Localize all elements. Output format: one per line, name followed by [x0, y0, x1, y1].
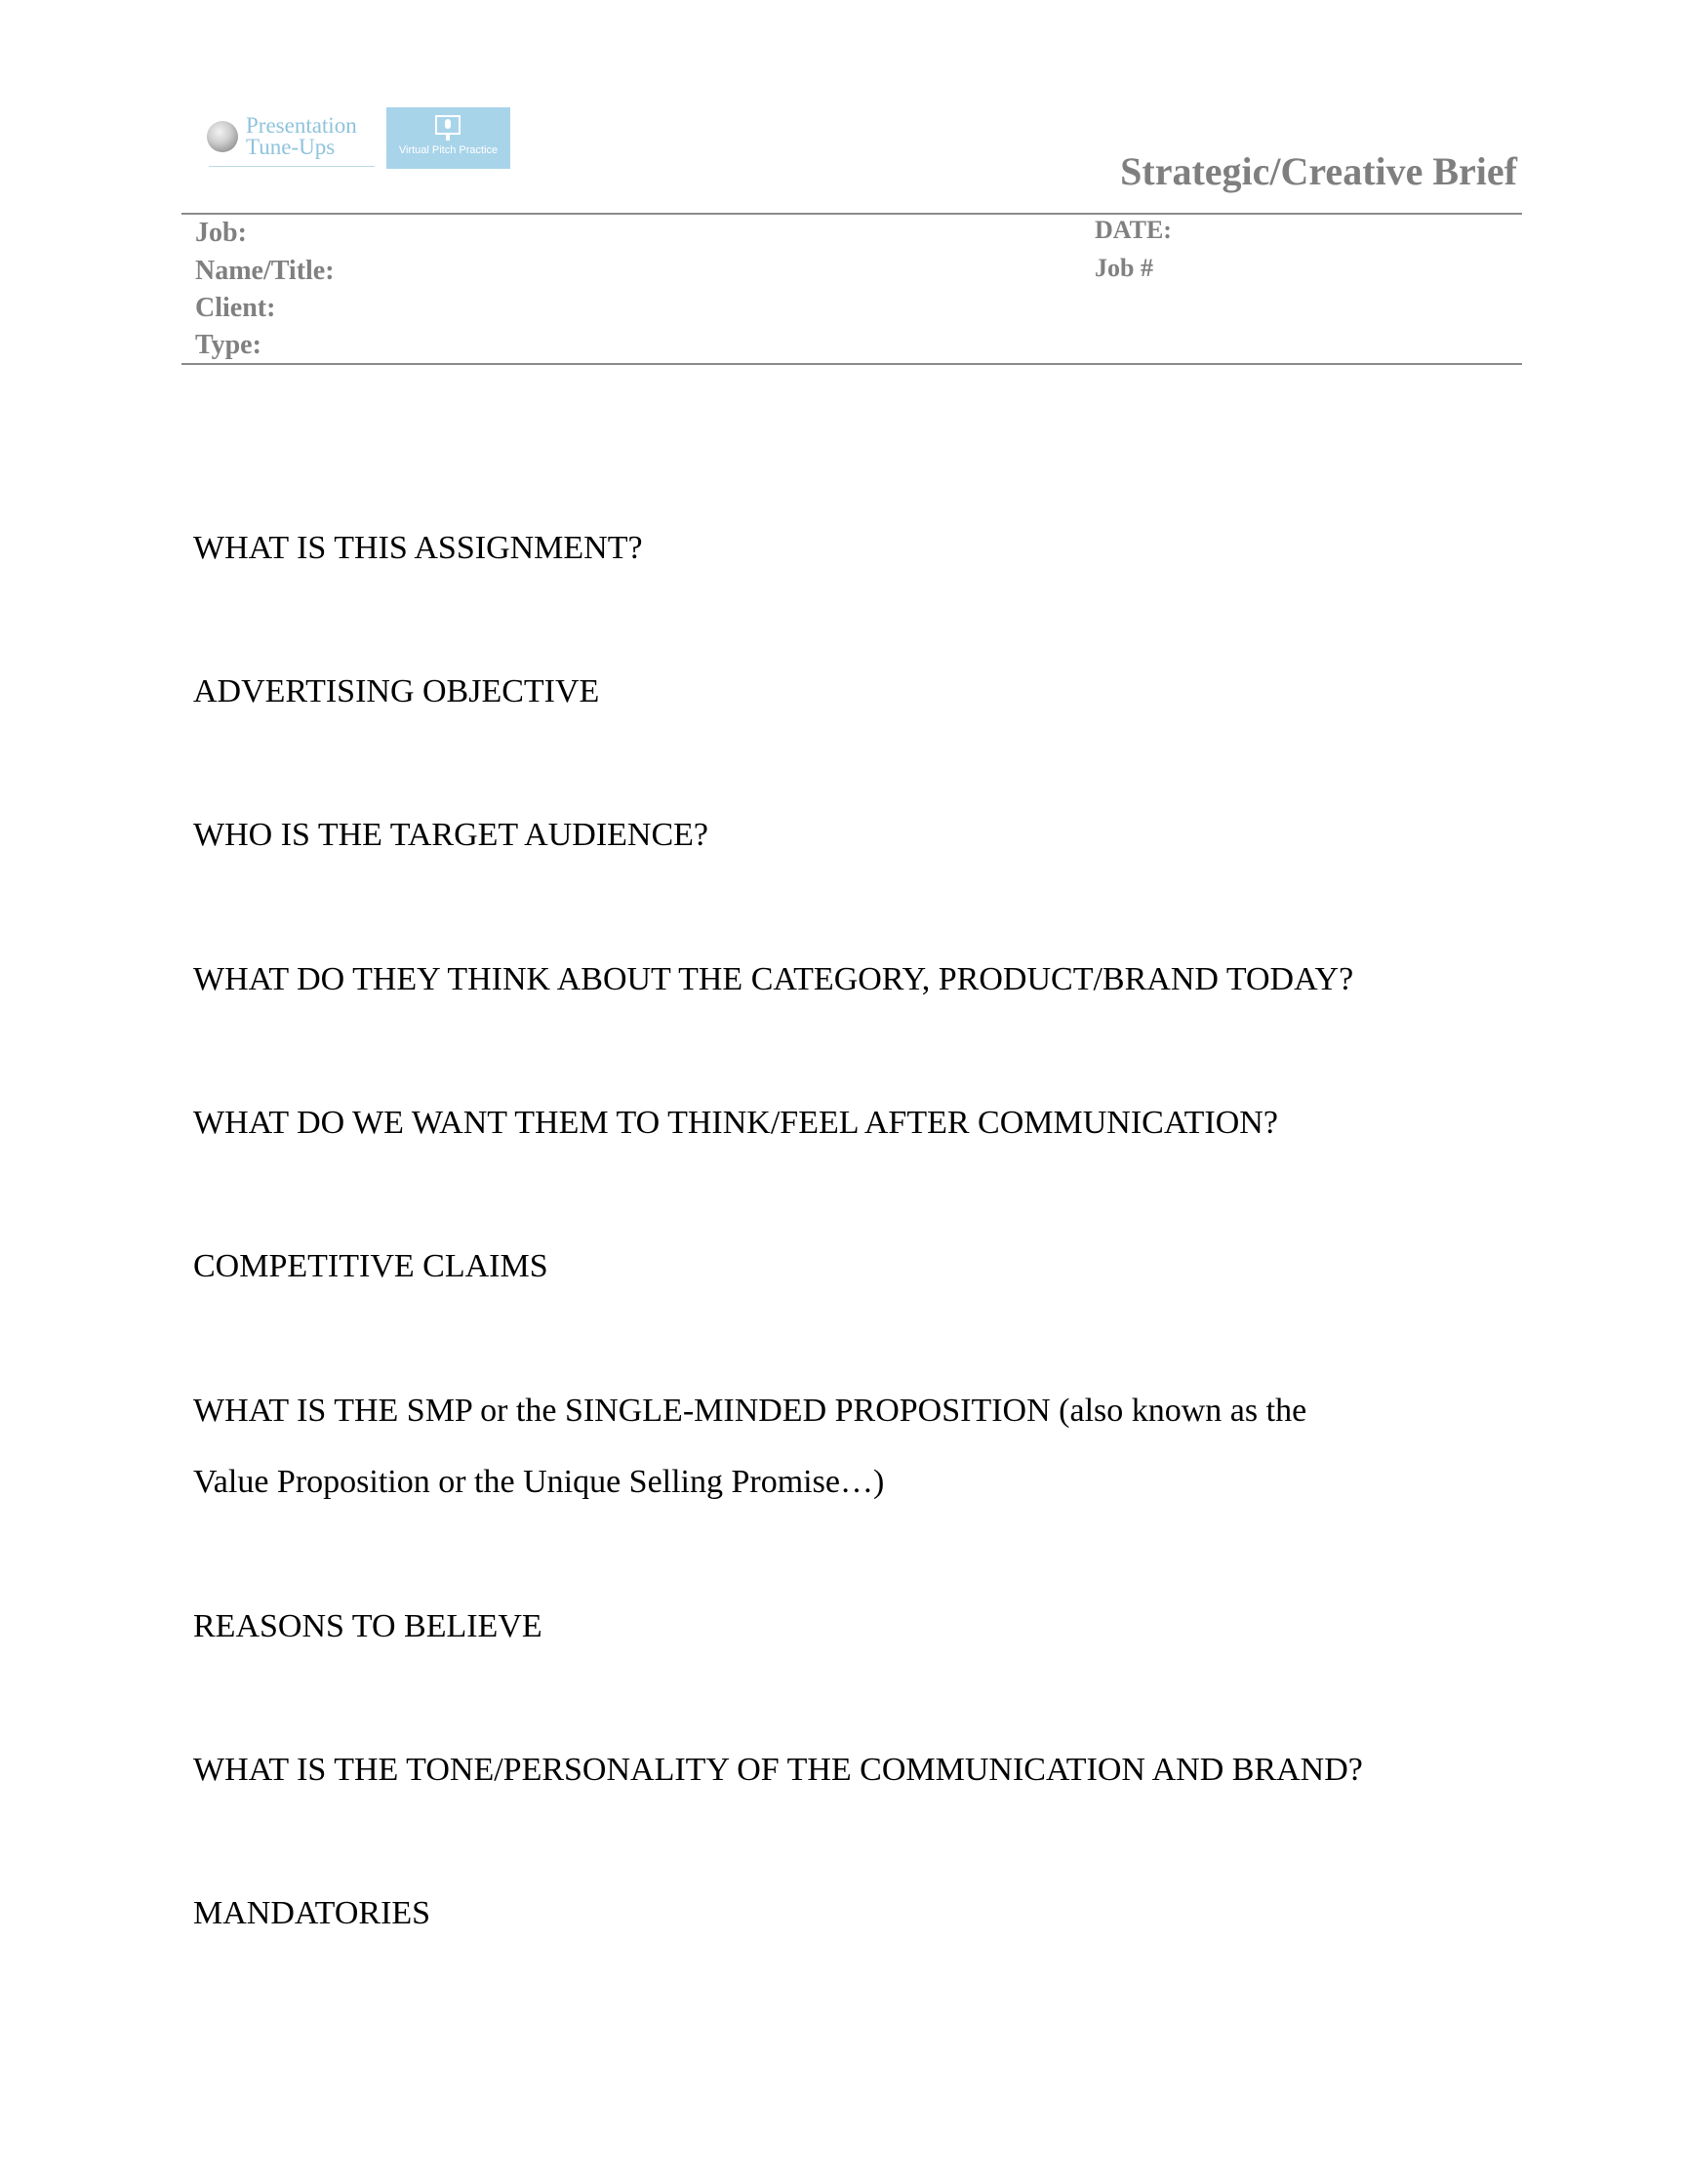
- section-competitive-claims: COMPETITIVE CLAIMS: [193, 1248, 548, 1284]
- logo-underline: [209, 166, 375, 167]
- section-advertising-objective: ADVERTISING OBJECTIVE: [193, 673, 600, 709]
- globe-icon: [207, 121, 238, 152]
- header-top-rule: [181, 213, 1522, 215]
- section-tone-personality: WHAT IS THE TONE/PERSONALITY OF THE COMMUNICATION AND BRAND?: [193, 1752, 1363, 1788]
- field-name-title: Name/Title:: [195, 256, 335, 286]
- logo-line-1: Presentation: [246, 113, 357, 138]
- monitor-icon: [435, 115, 461, 135]
- section-smp-line-1: WHAT IS THE SMP or the SINGLE-MINDED PROPOSITION (also known as the: [193, 1393, 1307, 1429]
- section-smp-line-2: Value Proposition or the Unique Selling Promise…): [193, 1464, 885, 1500]
- section-mandatories: MANDATORIES: [193, 1895, 431, 1931]
- section-target-audience: WHO IS THE TARGET AUDIENCE?: [193, 817, 709, 853]
- document-title: Strategic/Creative Brief: [1120, 149, 1517, 193]
- vpp-logo-label: Virtual Pitch Practice: [398, 144, 499, 156]
- logo-line-2: Tune-Ups: [246, 135, 336, 159]
- section-assignment: WHAT IS THIS ASSIGNMENT?: [193, 530, 643, 566]
- field-type: Type:: [195, 330, 261, 360]
- field-job-number: Job #: [1095, 254, 1153, 282]
- field-client: Client:: [195, 293, 276, 323]
- section-desired-perception: WHAT DO WE WANT THEM TO THINK/FEEL AFTER COMMUNICATION?: [193, 1105, 1278, 1141]
- section-reasons-to-believe: REASONS TO BELIEVE: [193, 1608, 542, 1644]
- monitor-stand: [446, 135, 450, 141]
- section-current-perception: WHAT DO THEY THINK ABOUT THE CATEGORY, PRODUCT/BRAND TODAY?: [193, 961, 1354, 997]
- logo-wordmark: [246, 115, 357, 158]
- field-date: DATE:: [1095, 216, 1172, 244]
- virtual-pitch-practice-logo: [386, 107, 510, 169]
- microphone-icon: [445, 119, 451, 129]
- field-job: Job:: [195, 218, 247, 248]
- header-bottom-rule: [181, 363, 1522, 365]
- presentation-tune-ups-logo: [203, 111, 379, 172]
